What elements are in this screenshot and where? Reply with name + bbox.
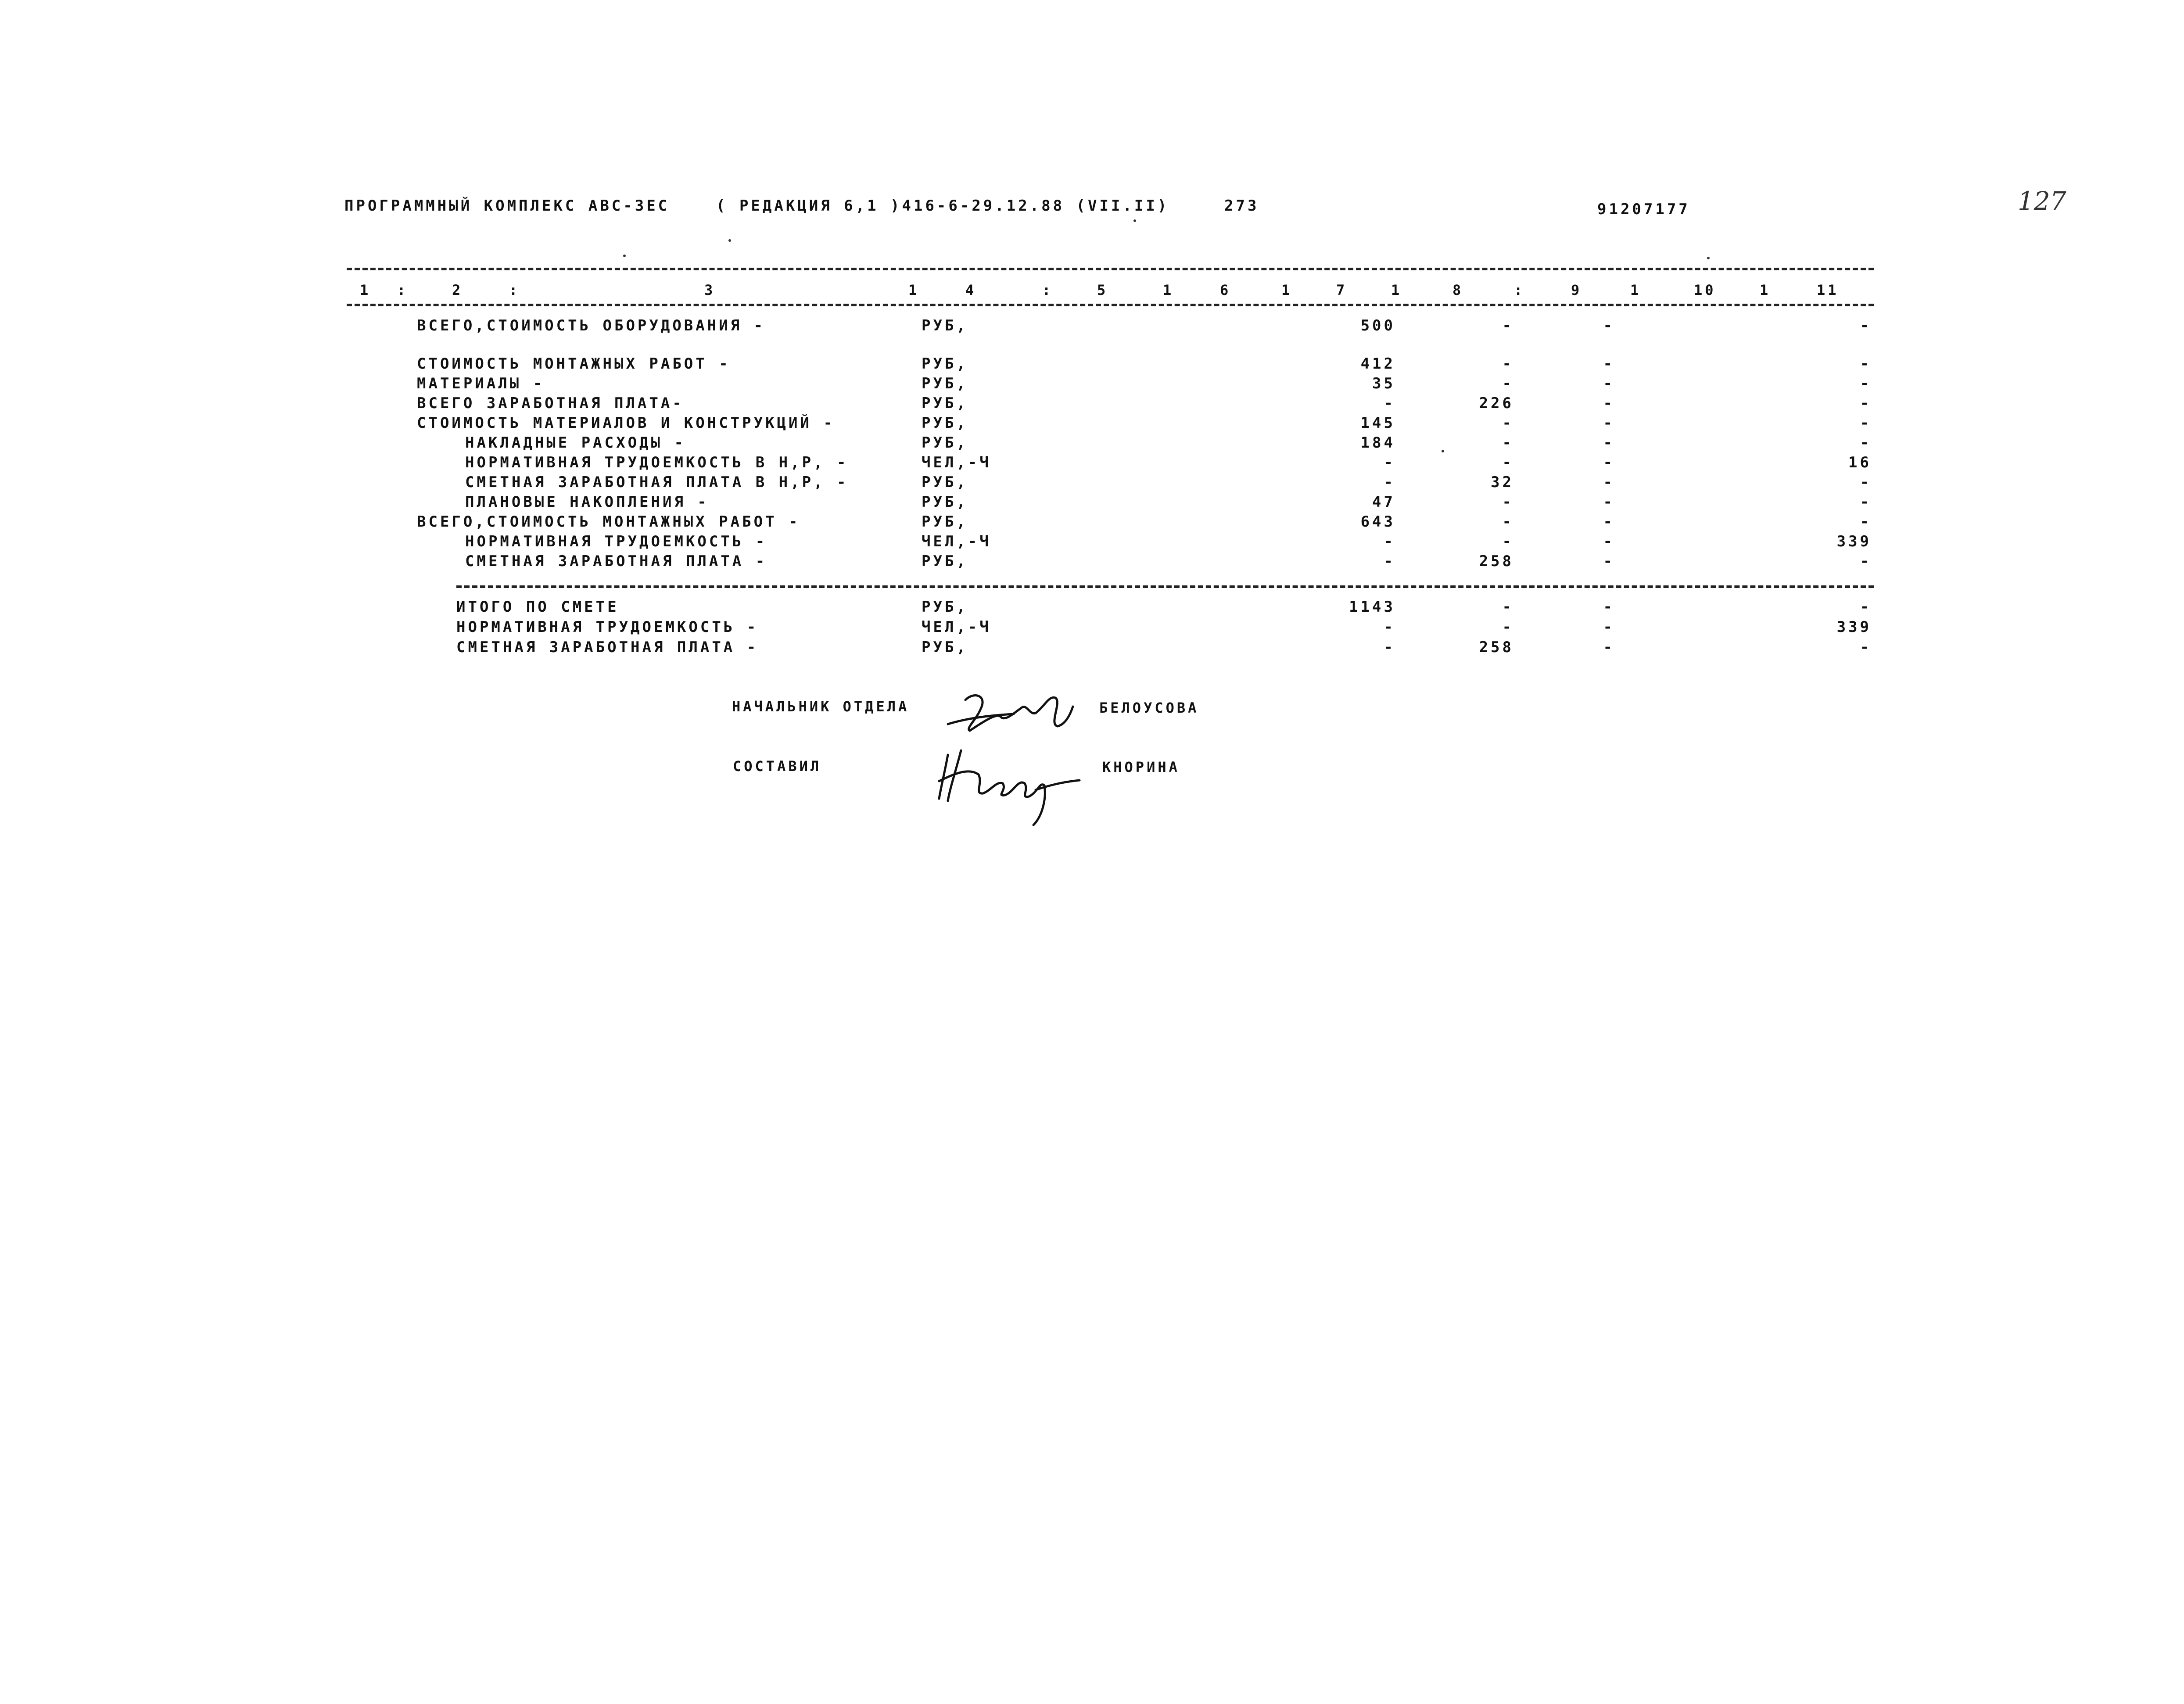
row-col-7: - (1384, 552, 1395, 570)
column-number: : (1042, 282, 1054, 298)
row-col-9: - (1603, 474, 1615, 491)
row-col-9: - (1603, 375, 1615, 392)
row-col-9: - (1603, 513, 1615, 531)
row-label: МАТЕРИАЛЫ - (417, 375, 545, 392)
row-col-7: 184 (1360, 434, 1395, 452)
row-col-11: - (1860, 639, 1872, 656)
row-col-9: - (1603, 414, 1615, 432)
row-col-7: - (1384, 474, 1395, 491)
column-number: 1 (1630, 282, 1642, 298)
row-label: СМЕТНАЯ ЗАРАБОТНАЯ ПЛАТА В Н,Р, - (465, 474, 849, 491)
column-number: : (509, 282, 520, 298)
row-col-11: - (1860, 598, 1872, 616)
scan-speck (623, 255, 626, 257)
row-unit: РУБ, (922, 375, 968, 392)
row-label: ВСЕГО,СТОИМОСТЬ МОНТАЖНЫХ РАБОТ - (417, 513, 800, 531)
row-col-11: 16 (1848, 454, 1872, 471)
document-code: 91207177 (1597, 201, 1690, 218)
row-col-7: - (1384, 639, 1395, 656)
row-unit: РУБ, (922, 434, 968, 452)
row-unit: РУБ, (922, 639, 968, 656)
row-col-7: - (1384, 395, 1395, 412)
row-col-8: - (1502, 375, 1514, 392)
table-top-rule (347, 268, 1874, 270)
scan-speck (1707, 257, 1710, 259)
row-col-11: - (1860, 375, 1872, 392)
row-unit: ЧЕЛ,-Ч (922, 618, 991, 636)
compiler-title: СОСТАВИЛ (733, 758, 822, 775)
column-number: 1 (360, 282, 371, 298)
column-number: 4 (965, 282, 977, 298)
scan-speck (1133, 219, 1136, 222)
row-unit: ЧЕЛ,-Ч (922, 454, 991, 471)
row-col-7: 643 (1360, 513, 1395, 531)
row-col-8: - (1502, 355, 1514, 373)
row-unit: РУБ, (922, 598, 968, 616)
column-number: 1 (1163, 282, 1174, 298)
row-col-8: - (1502, 317, 1514, 334)
compiler-signature (930, 742, 1088, 829)
program-title: ПРОГРАММНЫЙ КОМПЛЕКС АВС-3ЕС (344, 197, 670, 215)
column-number: 7 (1336, 282, 1348, 298)
row-col-8: 226 (1479, 395, 1514, 412)
row-col-11: - (1860, 317, 1872, 334)
column-number: : (397, 282, 409, 298)
row-unit: РУБ, (922, 552, 968, 570)
row-col-11: - (1860, 414, 1872, 432)
row-col-11: - (1860, 434, 1872, 452)
column-number: : (1514, 282, 1525, 298)
row-col-9: - (1603, 639, 1615, 656)
row-col-9: - (1603, 533, 1615, 550)
edition-label: ( РЕДАКЦИЯ 6,1 )416-6-29.12.88 (VII.II) (716, 197, 1169, 215)
row-col-7: - (1384, 618, 1395, 636)
row-col-8: - (1502, 414, 1514, 432)
row-label: ВСЕГО,СТОИМОСТЬ ОБОРУДОВАНИЯ - (417, 317, 766, 334)
row-unit: РУБ, (922, 414, 968, 432)
row-col-7: 35 (1372, 375, 1395, 392)
row-col-11: - (1860, 355, 1872, 373)
row-col-7: 412 (1360, 355, 1395, 373)
compiler-name: КНОРИНА (1102, 759, 1180, 775)
row-col-9: - (1603, 493, 1615, 511)
row-col-8: - (1502, 493, 1514, 511)
row-unit: РУБ, (922, 395, 968, 412)
row-col-9: - (1603, 434, 1615, 452)
column-number: 11 (1817, 282, 1839, 298)
column-number: 3 (704, 282, 716, 298)
row-col-8: - (1502, 533, 1514, 550)
head-signature (939, 682, 1084, 739)
row-col-7: - (1384, 533, 1395, 550)
row-unit: РУБ, (922, 317, 968, 334)
column-number: 1 (1760, 282, 1771, 298)
row-col-7: 47 (1372, 493, 1395, 511)
row-unit: РУБ, (922, 513, 968, 531)
column-number: 8 (1452, 282, 1464, 298)
row-col-11: - (1860, 552, 1872, 570)
row-col-7: 145 (1360, 414, 1395, 432)
row-label: СТОИМОСТЬ МАТЕРИАЛОВ И КОНСТРУКЦИЙ - (417, 414, 835, 432)
row-col-9: - (1603, 454, 1615, 471)
row-label: НОРМАТИВНАЯ ТРУДОЕМКОСТЬ - (456, 618, 759, 636)
head-name: БЕЛОУСОВА (1099, 700, 1199, 716)
column-header-rule (347, 304, 1874, 306)
row-col-7: - (1384, 454, 1395, 471)
column-number: 10 (1694, 282, 1716, 298)
row-col-7: 500 (1360, 317, 1395, 334)
row-label: ВСЕГО ЗАРАБОТНАЯ ПЛАТА- (417, 395, 684, 412)
row-col-11: - (1860, 493, 1872, 511)
row-col-8: - (1502, 618, 1514, 636)
column-number: 1 (1391, 282, 1402, 298)
row-unit: РУБ, (922, 493, 968, 511)
row-col-8: 258 (1479, 639, 1514, 656)
column-number: 5 (1097, 282, 1108, 298)
row-col-9: - (1603, 355, 1615, 373)
row-col-11: - (1860, 513, 1872, 531)
row-col-9: - (1603, 395, 1615, 412)
sheet-number: 273 (1224, 197, 1259, 215)
row-col-8: - (1502, 434, 1514, 452)
row-label: СМЕТНАЯ ЗАРАБОТНАЯ ПЛАТА - (465, 552, 767, 570)
scan-speck (1442, 450, 1444, 452)
row-col-9: - (1603, 317, 1615, 334)
row-label: СТОИМОСТЬ МОНТАЖНЫХ РАБОТ - (417, 355, 731, 373)
column-number: 9 (1571, 282, 1582, 298)
row-col-8: 258 (1479, 552, 1514, 570)
row-col-11: - (1860, 395, 1872, 412)
column-number: 1 (908, 282, 920, 298)
row-col-11: - (1860, 474, 1872, 491)
column-number: 1 (1281, 282, 1293, 298)
row-unit: РУБ, (922, 355, 968, 373)
row-label: НАКЛАДНЫЕ РАСХОДЫ - (465, 434, 686, 452)
scan-speck (728, 239, 731, 242)
column-number: 6 (1220, 282, 1231, 298)
row-col-8: 32 (1491, 474, 1514, 491)
row-label: ПЛАНОВЫЕ НАКОПЛЕНИЯ - (465, 493, 709, 511)
row-col-9: - (1603, 552, 1615, 570)
row-col-11: 339 (1836, 533, 1872, 550)
row-label: НОРМАТИВНАЯ ТРУДОЕМКОСТЬ В Н,Р, - (465, 454, 849, 471)
row-col-8: - (1502, 513, 1514, 531)
row-col-8: - (1502, 598, 1514, 616)
row-unit: РУБ, (922, 474, 968, 491)
row-label: СМЕТНАЯ ЗАРАБОТНАЯ ПЛАТА - (456, 639, 759, 656)
row-col-9: - (1603, 598, 1615, 616)
row-label: ИТОГО ПО СМЕТЕ (456, 598, 619, 616)
column-number: 2 (452, 282, 463, 298)
head-title: НАЧАЛЬНИК ОТДЕЛА (732, 698, 910, 715)
row-col-9: - (1603, 618, 1615, 636)
totals-rule (456, 585, 1874, 588)
handwritten-page-number: 127 (2018, 186, 2066, 216)
row-col-8: - (1502, 454, 1514, 471)
row-unit: ЧЕЛ,-Ч (922, 533, 991, 550)
row-col-7: 1143 (1349, 598, 1395, 616)
row-label: НОРМАТИВНАЯ ТРУДОЕМКОСТЬ - (465, 533, 767, 550)
row-col-11: 339 (1836, 618, 1872, 636)
